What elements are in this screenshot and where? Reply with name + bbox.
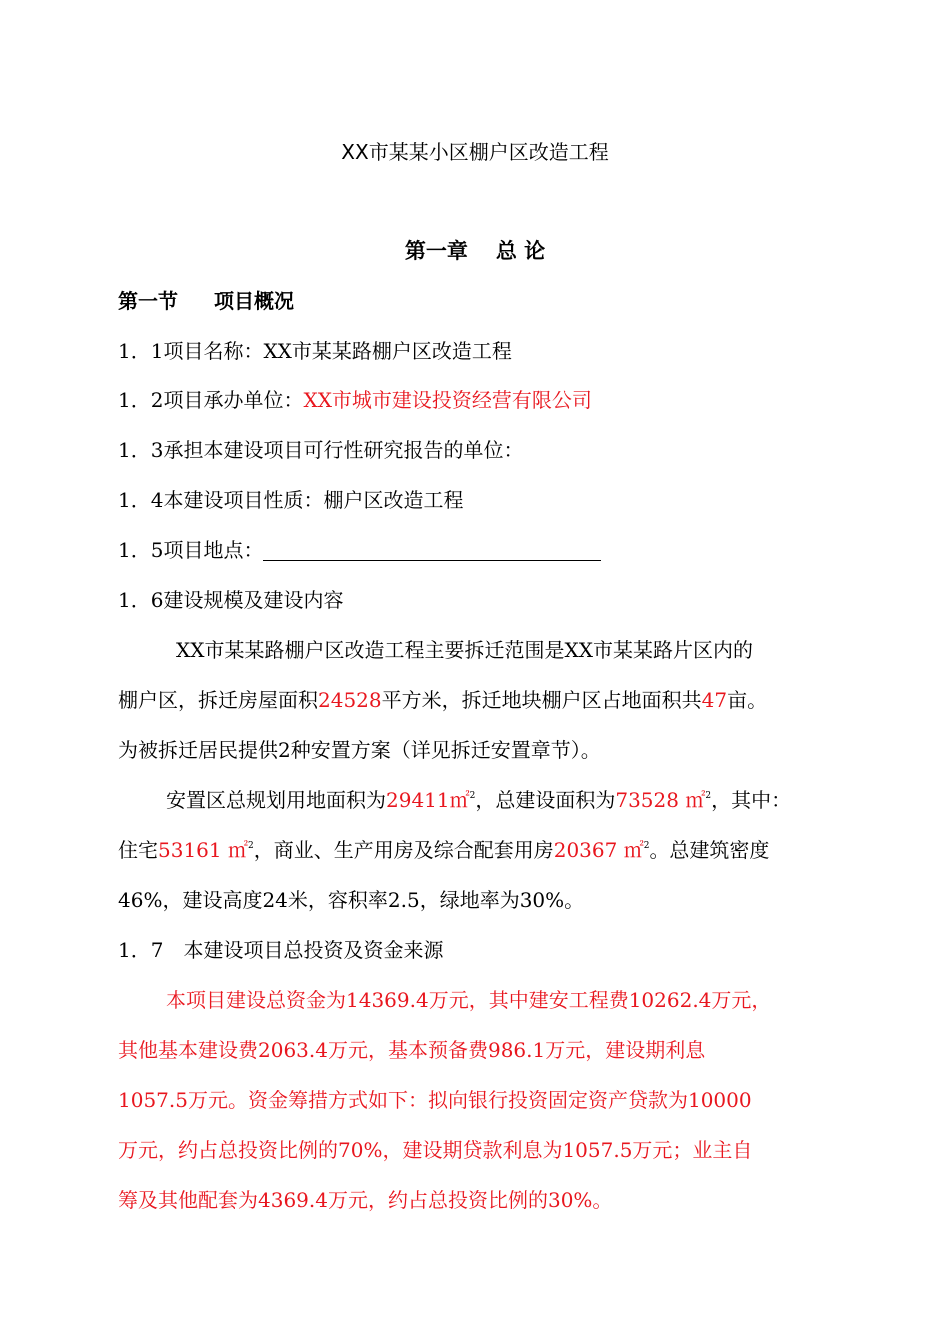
land-area-value: 29411㎡: [386, 788, 470, 812]
land-mu-value: 47: [701, 688, 728, 712]
scale-para-line-2: [118, 686, 767, 714]
invest-para-line-3: 1057.5万元。资金筹措方式如下：拟向银行投资固定资产贷款为10000: [118, 1088, 752, 1112]
section-heading: [118, 287, 294, 315]
text: 安置区总规划用地面积为: [166, 788, 386, 812]
text: 亩。: [727, 688, 768, 712]
text: 住宅: [118, 838, 158, 862]
demolition-area-value: 24528: [318, 688, 382, 712]
residential-area-value: 53161 ㎡: [158, 838, 248, 862]
document-title: XX市某某小区棚户区改造工程: [341, 140, 609, 164]
invest-para-line-4: 万元，约占总投资比例的70%，建设期贷款利息为1057.5万元；业主自: [118, 1138, 753, 1162]
text: 平方米，拆迁地块棚户区占地面积共: [381, 688, 702, 712]
item-location: [118, 536, 601, 564]
superscript: 2: [643, 841, 650, 851]
item-organizer-label: 1．2项目承办单位：: [118, 388, 304, 412]
item-project-name: 1．1项目名称：XX市某某路棚户区改造工程: [118, 339, 512, 363]
text: ，其中：: [711, 788, 792, 812]
superscript: 2: [705, 791, 712, 801]
item-investment: 1．7 本建设项目总投资及资金来源: [118, 938, 444, 962]
item-scale: 1．6建设规模及建设内容: [118, 588, 344, 612]
invest-para-line-5: 筹及其他配套为4369.4万元，约占总投资比例的30%。: [118, 1188, 613, 1212]
commercial-area-value: 20367 ㎡: [553, 838, 644, 862]
section-name: 项目概况: [214, 289, 294, 313]
text: 。总建筑密度: [649, 838, 770, 862]
chapter-heading: [0, 237, 950, 265]
superscript: 2: [247, 841, 254, 851]
item-study-unit: 1．3承担本建设项目可行性研究报告的单位：: [118, 438, 524, 462]
scale-para-line-4: [166, 786, 791, 814]
superscript: 2: [469, 791, 476, 801]
invest-para-line-1: 本项目建设总资金为14369.4万元，其中建安工程费10262.4万元，: [166, 988, 772, 1012]
item-location-label: 1．5项目地点：: [118, 538, 264, 562]
text: ，总建设面积为: [475, 788, 616, 812]
chapter-name: 总 论: [495, 239, 546, 263]
scale-para-line-3: 为被拆迁居民提供2种安置方案（详见拆迁安置章节）。: [118, 738, 601, 762]
item-organizer: [118, 386, 592, 414]
invest-para-line-2: 其他基本建设费2063.4万元，基本预备费986.1万元，建设期利息: [118, 1038, 706, 1062]
building-area-value: 73528 ㎡: [615, 788, 706, 812]
text: ，商业、生产用房及综合配套用房: [253, 838, 554, 862]
section-number: 第一节: [118, 289, 178, 313]
chapter-number: 第一章: [404, 239, 468, 263]
item-organizer-value: XX市城市建设投资经营有限公司: [303, 388, 592, 412]
text: 棚户区，拆迁房屋面积: [118, 688, 318, 712]
item-nature: 1．4本建设项目性质：棚户区改造工程: [118, 488, 464, 512]
scale-para-line-6: 46%，建设高度24米，容积率2.5，绿地率为30%。: [118, 888, 585, 912]
scale-para-line-1: XX市某某路棚户区改造工程主要拆迁范围是XX市某某路片区内的: [176, 638, 753, 662]
location-blank-line: [263, 540, 601, 561]
scale-para-line-5: [118, 836, 769, 864]
